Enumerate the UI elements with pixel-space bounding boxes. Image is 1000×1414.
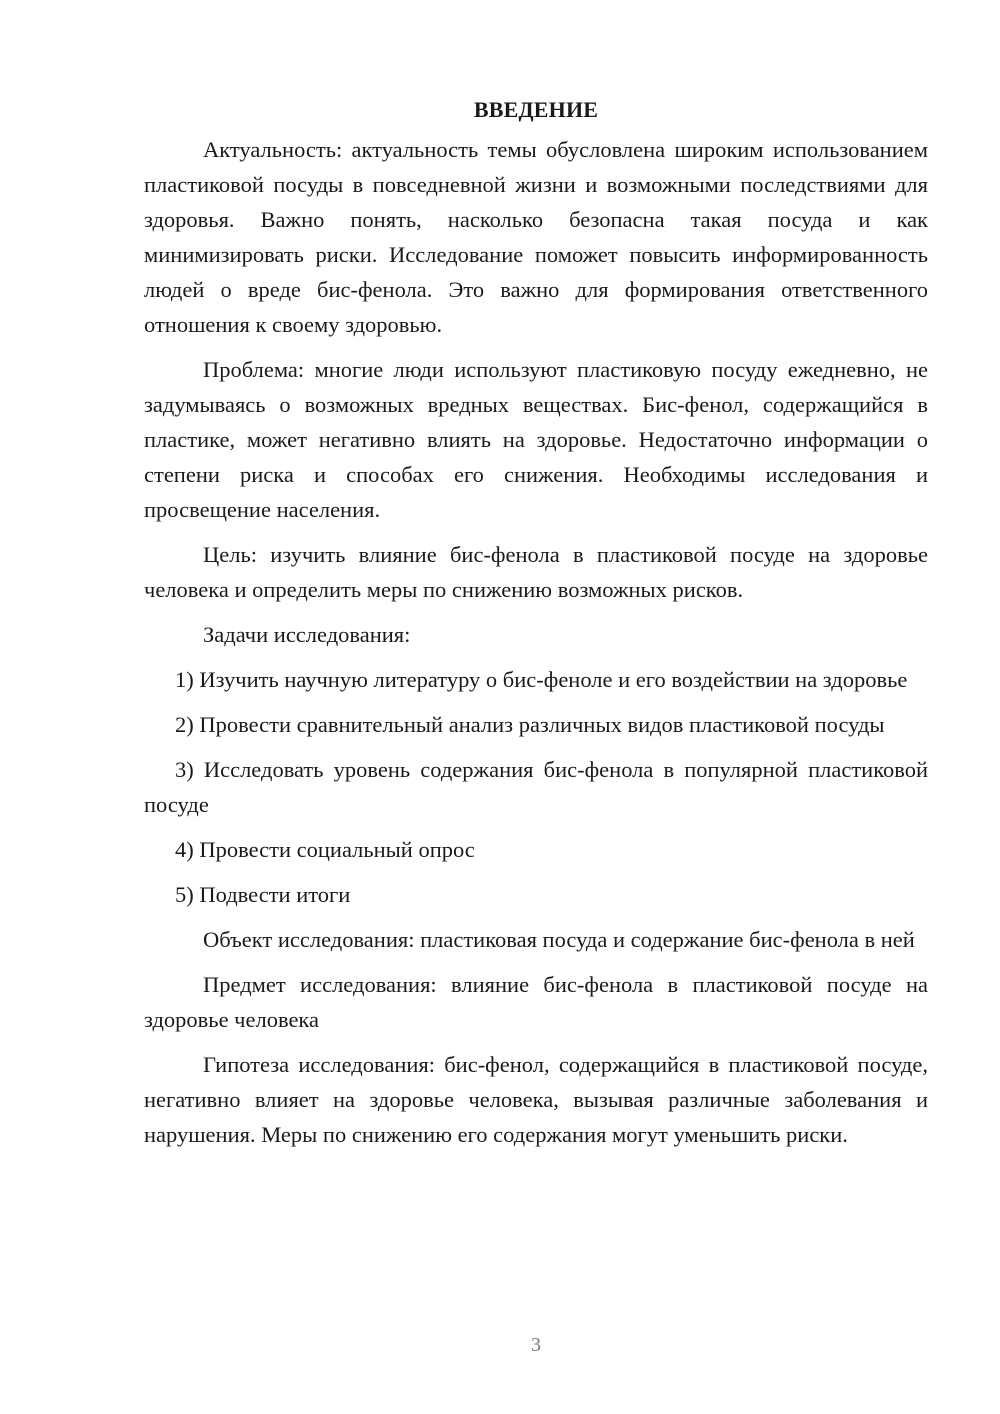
goal-paragraph: Цель: изучить влияние бис-фенола в пластиковой посуде на здоровье человека и определить меры по снижению возможных рисков. <box>144 542 928 602</box>
object-paragraph: Объект исследования: пластиковая посуда и содержание бис-фенола в ней <box>203 927 915 952</box>
page-title: ВВЕДЕНИЕ <box>473 97 599 122</box>
problem-paragraph: Проблема: многие люди используют пластиковую посуду ежедневно, не задумываясь о возможных вредных веществах. Бис-фенол, содержащийся в пластике, может негативно влиять на здоровье. Недостаточно информации о степени риска и способах его снижения. Необходимы исследования и просвещение населения. <box>144 357 928 522</box>
task-item-3: 3) Исследовать уровень содержания бис-фенола в популярной пластиковой посуде <box>144 757 928 817</box>
page-number: 3 <box>531 1334 541 1356</box>
subject-paragraph: Предмет исследования: влияние бис-фенола в пластиковой посуде на здоровье человека <box>144 972 928 1032</box>
task-item-2: 2) Провести сравнительный анализ различных видов пластиковой посуды <box>175 712 885 737</box>
task-item-4: 4) Провести социальный опрос <box>175 837 475 862</box>
task-item-1: 1) Изучить научную литературу о бис-феноле и его воздействии на здоровье <box>175 667 908 692</box>
hypothesis-paragraph: Гипотеза исследования: бис-фенол, содержащийся в пластиковой посуде, негативно влияет на здоровье человека, вызывая различные заболевания и нарушения. Меры по снижению его содержания могут уменьшить риски. <box>144 1052 928 1147</box>
tasks-heading: Задачи исследования: <box>203 622 411 647</box>
task-item-5: 5) Подвести итоги <box>175 882 351 907</box>
relevance-paragraph: Актуальность: актуальность темы обусловлена широким использованием пластиковой посуды в повседневной жизни и возможными последствиями для здоровья. Важно понять, насколько безопасна такая посуда и как минимизировать риски. Исследование поможет повысить информированность людей о вреде бис-фенола. Это важно для формирования ответственного отношения к своему здоровью. <box>144 137 928 337</box>
document-page <box>144 92 928 1152</box>
